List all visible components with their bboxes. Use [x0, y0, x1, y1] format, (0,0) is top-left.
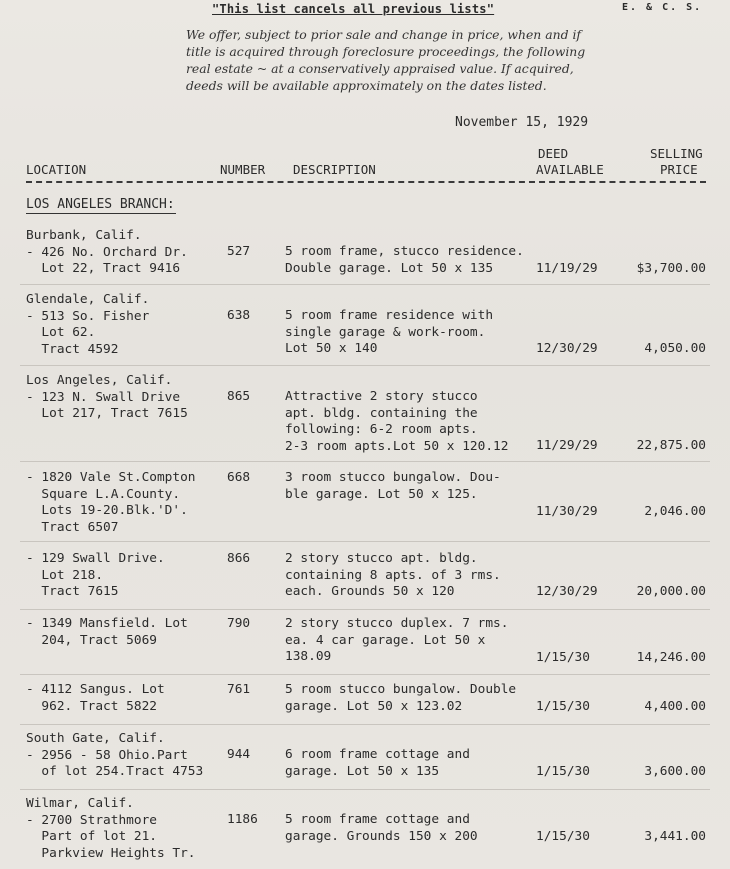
listing-number: 944 — [227, 747, 251, 762]
listing-description: 2 story stucco apt. bldg. containing 8 apts. of 3 rms. each. Grounds 50 x 120 — [285, 551, 501, 599]
listing-description: Attractive 2 story stucco apt. bldg. containing the following: 6-2 room apts. 2-3 room apts.Lot 50 x 120.12 — [285, 389, 509, 454]
listing-price: 22,875.00 — [636, 438, 706, 453]
listing-divider — [20, 789, 710, 790]
listing-deed-date: 12/30/29 — [536, 584, 598, 599]
listing-number: 1186 — [227, 812, 258, 827]
listing-location: - 1820 Vale St.Compton Square L.A.County. Lots 19-20.Blk.'D'. Tract 6507 — [26, 470, 196, 535]
intro-line-2: title is acquired through foreclosure proceedings, the following — [186, 44, 586, 59]
header-divider — [26, 181, 706, 183]
listing-divider — [20, 609, 710, 610]
listing-number: 761 — [227, 682, 251, 697]
listing-price: 2,046.00 — [644, 504, 706, 519]
listing-deed-date: 12/30/29 — [536, 341, 598, 356]
listing-divider — [20, 724, 710, 725]
listing-number: 668 — [227, 470, 251, 485]
intro-line-4: deeds will be available approximately on the dates listed. — [186, 78, 547, 93]
column-header-price: PRICE — [660, 162, 698, 177]
listing-deed-date: 1/15/30 — [536, 650, 590, 665]
listing-location: Los Angeles, Calif. - 123 N. Swall Drive Lot 217, Tract 7615 — [26, 373, 188, 421]
column-header-deed: DEED — [538, 146, 569, 161]
list-date: November 15, 1929 — [455, 115, 589, 130]
branch-heading: LOS ANGELES BRANCH: — [26, 197, 175, 212]
listing-number: 865 — [227, 389, 251, 404]
intro-line-1: We offer, subject to prior sale and change in price, when and if — [186, 27, 582, 42]
column-header-location: LOCATION — [26, 162, 87, 177]
column-header-number: NUMBER — [220, 162, 266, 177]
listing-price: $3,700.00 — [636, 261, 706, 276]
listing-description: 5 room frame residence with single garage & work-room. Lot 50 x 140 — [285, 308, 494, 356]
listing-divider — [20, 284, 710, 285]
listing-number: 527 — [227, 244, 251, 259]
listing-location: - 4112 Sangus. Lot 962. Tract 5822 — [26, 682, 165, 714]
column-header-available: AVAILABLE — [536, 162, 604, 177]
listing-location: - 129 Swall Drive. Lot 218. Tract 7615 — [26, 551, 165, 599]
listing-divider — [20, 365, 710, 366]
list-notice-title: "This list cancels all previous lists" — [212, 2, 495, 16]
listing-location: Glendale, Calif. - 513 So. Fisher Lot 62. Tract 4592 — [26, 292, 150, 357]
listing-deed-date: 11/29/29 — [536, 438, 598, 453]
listing-deed-date: 11/19/29 — [536, 261, 598, 276]
listing-deed-date: 11/30/29 — [536, 504, 598, 519]
listing-description: 5 room frame cottage and garage. Grounds 150 x 200 — [285, 812, 478, 844]
listing-number: 790 — [227, 616, 251, 631]
listing-description: 5 room stucco bungalow. Double garage. Lot 50 x 123.02 — [285, 682, 517, 714]
listing-divider — [20, 461, 710, 462]
listing-deed-date: 1/15/30 — [536, 699, 590, 714]
listing-deed-date: 1/15/30 — [536, 764, 590, 779]
listing-divider — [20, 541, 710, 542]
listing-number: 638 — [227, 308, 251, 323]
listing-price: 4,400.00 — [644, 699, 706, 714]
company-initials: E. & C. S. — [622, 2, 703, 13]
listing-description: 6 room frame cottage and garage. Lot 50 x 135 — [285, 747, 470, 779]
listing-price: 3,441.00 — [644, 829, 706, 844]
intro-line-3: real estate ~ at a conservatively appraised value. If acquired, — [186, 61, 574, 76]
listing-divider — [20, 674, 710, 675]
listing-deed-date: 1/15/30 — [536, 829, 590, 844]
listing-location: Wilmar, Calif. - 2700 Strathmore Part of lot 21. Parkview Heights Tr. — [26, 796, 196, 861]
listing-price: 4,050.00 — [644, 341, 706, 356]
listing-location: South Gate, Calif. - 2956 - 58 Ohio.Part of lot 254.Tract 4753 — [26, 731, 204, 779]
listing-price: 20,000.00 — [636, 584, 706, 599]
listing-location: - 1349 Mansfield. Lot 204, Tract 5069 — [26, 616, 188, 648]
branch-underline — [26, 213, 176, 214]
listing-description: 5 room frame, stucco residence. Double garage. Lot 50 x 135 — [285, 244, 524, 276]
listing-location: Burbank, Calif. - 426 No. Orchard Dr. Lot 22, Tract 9416 — [26, 228, 188, 276]
listing-description: 2 story stucco duplex. 7 rms. ea. 4 car garage. Lot 50 x 138.09 — [285, 616, 509, 664]
column-header-selling: SELLING — [650, 146, 703, 161]
listing-number: 866 — [227, 551, 251, 566]
listing-price: 14,246.00 — [636, 650, 706, 665]
listing-description: 3 room stucco bungalow. Dou- ble garage. Lot 50 x 125. — [285, 470, 501, 502]
column-header-description: DESCRIPTION — [293, 162, 376, 177]
listing-price: 3,600.00 — [644, 764, 706, 779]
